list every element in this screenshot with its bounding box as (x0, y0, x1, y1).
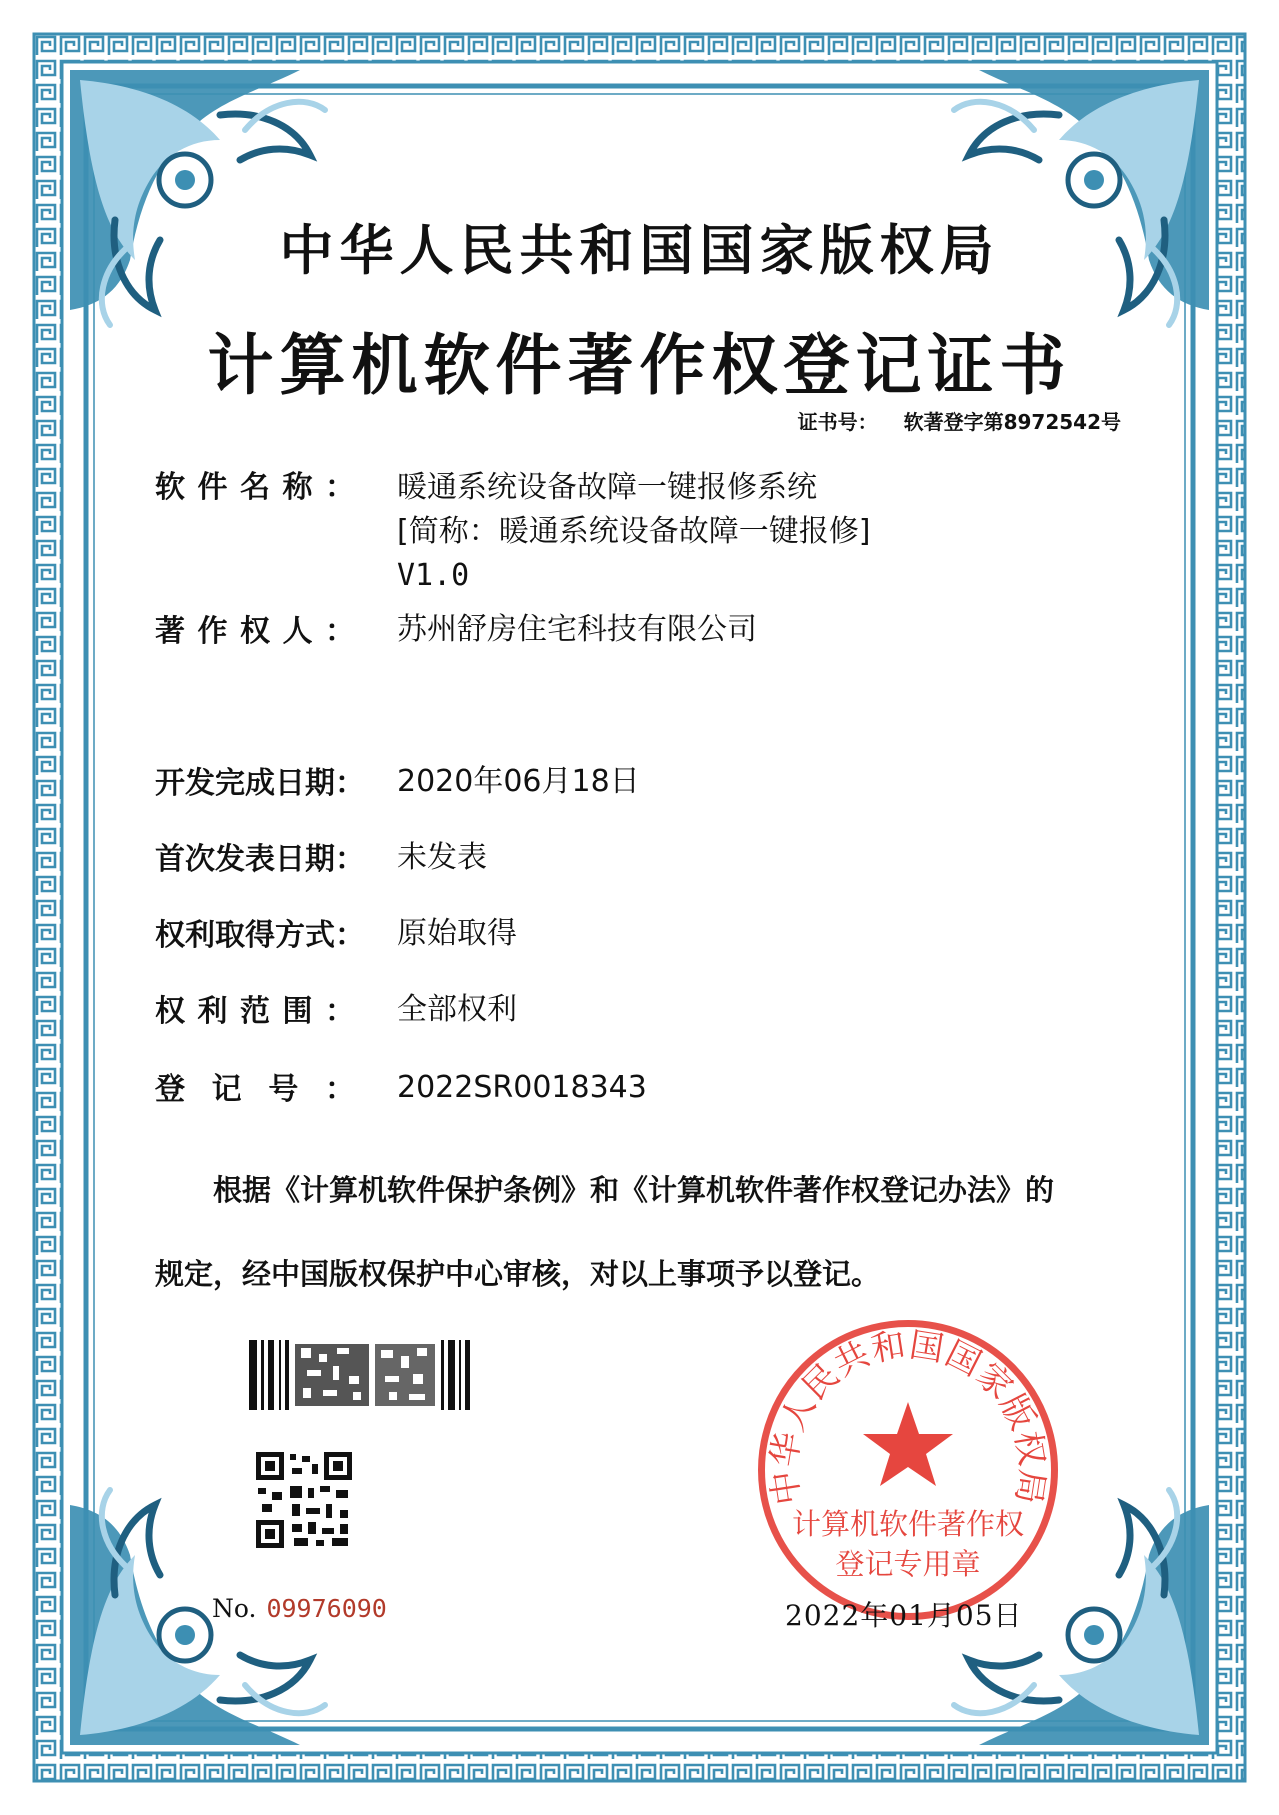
statement-line-2: 规定，经中国版权保护中心审核，对以上事项予以登记。 (155, 1257, 881, 1291)
qr-code (256, 1452, 352, 1548)
certificate-number-label: 证书号： (797, 410, 878, 434)
completion-date-value: 2020年06月18日 (397, 764, 640, 799)
seal-ring-text: 中华人民共和国国家版权局 (763, 1324, 1053, 1508)
official-seal (758, 1320, 1058, 1620)
star-icon (863, 1402, 953, 1486)
issuer-heading: 中华人民共和国国家版权局 (279, 219, 1000, 282)
seal-text-line-2: 登记专用章 (835, 1547, 981, 1581)
software-name-label: 软件名称： (155, 470, 355, 505)
copyright-owner-label: 著作权人： (155, 614, 355, 649)
serial-number (212, 1594, 387, 1623)
software-name-line: 暖通系统设备故障一键报修系统 (397, 470, 817, 505)
rights-scope-label: 权利范围： (155, 994, 355, 1029)
completion-date-label: 开发完成日期： (155, 766, 365, 801)
software-name-value (397, 466, 870, 598)
software-short-name-line: [简称：暖通系统设备故障一键报修] (397, 514, 871, 549)
issue-date: 2022年01月05日 (785, 1599, 1023, 1632)
registration-number-label: 登记号： (155, 1072, 355, 1107)
rights-scope-value: 全部权利 (397, 992, 517, 1027)
serial-number-label: No. (212, 1594, 257, 1623)
copyright-owner-value: 苏州舒房住宅科技有限公司 (397, 612, 757, 647)
serial-number-value: 09976090 (266, 1594, 387, 1623)
software-version-line: V1.0 (397, 558, 470, 593)
statement-line-1: 根据《计算机软件保护条例》和《计算机软件著作权登记办法》的 (213, 1173, 1055, 1207)
certificate-number-value: 软著登字第8972542号 (903, 410, 1121, 434)
certificate-number (798, 406, 1121, 435)
first-publication-date-label: 首次发表日期： (155, 842, 365, 877)
seal-text-line-1: 计算机软件著作权 (791, 1507, 1024, 1541)
acquisition-method-label: 权利取得方式： (155, 918, 365, 953)
certificate-title: 计算机软件著作权登记证书 (207, 327, 1072, 404)
acquisition-method-value: 原始取得 (397, 916, 517, 951)
registration-number-value: 2022SR0018343 (397, 1070, 647, 1105)
first-publication-date-value: 未发表 (397, 840, 487, 875)
